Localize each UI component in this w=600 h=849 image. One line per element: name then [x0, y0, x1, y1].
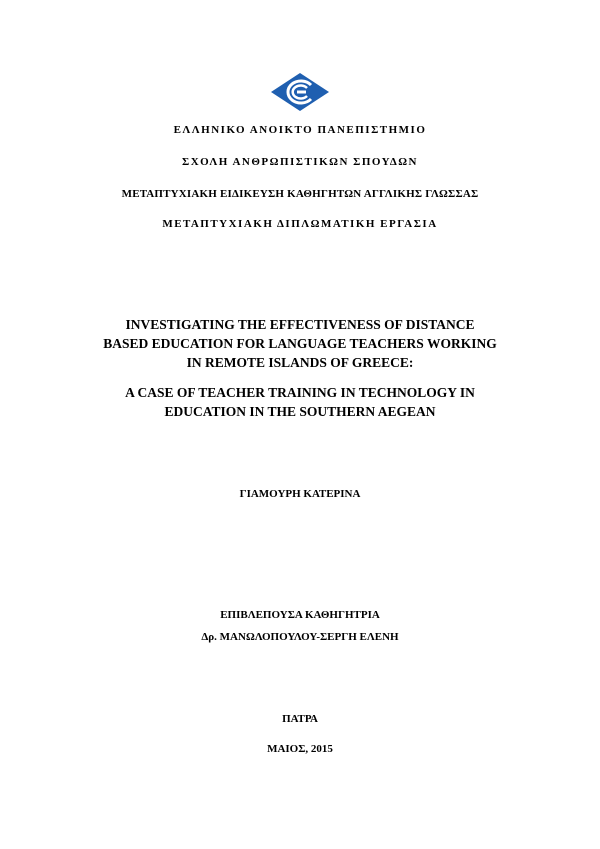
- place: ΠΑΤΡΑ: [282, 713, 318, 725]
- thesis-subtitle-line-1: A CASE OF TEACHER TRAINING IN TECHNOLOGY IN: [125, 385, 475, 400]
- university-name: ΕΛΛΗΝΙΚΟ ΑΝΟΙΚΤΟ ΠΑΝΕΠΙΣΤΗΜΙΟ: [173, 124, 427, 136]
- thesis-subtitle-line-2: EDUCATION IN THE SOUTHERN AEGEAN: [164, 404, 436, 419]
- thesis-title-line-2: BASED EDUCATION FOR LANGUAGE TEACHERS WORKING: [103, 336, 497, 351]
- university-logo-icon: [270, 72, 330, 112]
- date: ΜΑΙΟΣ, 2015: [267, 743, 333, 755]
- document-type: ΜΕΤΑΠΤΥΧΙΑΚΗ ΔΙΠΛΩΜΑΤΙΚΗ ΕΡΓΑΣΙΑ: [162, 218, 438, 230]
- supervisor-name: Δρ. ΜΑΝΩΛΟΠΟΥΛΟΥ-ΣΕΡΓΗ ΕΛΕΝΗ: [201, 631, 399, 643]
- school-name: ΣΧΟΛΗ ΑΝΘΡΩΠΙΣΤΙΚΩΝ ΣΠΟΥΔΩΝ: [182, 156, 418, 168]
- thesis-title-line-3: IN REMOTE ISLANDS OF GREECE:: [186, 355, 414, 370]
- program-name: ΜΕΤΑΠΤΥΧΙΑΚΗ ΕΙΔΙΚΕΥΣΗ ΚΑΘΗΓΗΤΩΝ ΑΓΓΛΙΚΗΣ ΓΛΩΣΣΑΣ: [121, 188, 479, 200]
- thesis-title-line-1: INVESTIGATING THE EFFECTIVENESS OF DISTANCE: [125, 317, 475, 332]
- author-name: ΓΙΑΜΟΥΡΗ ΚΑΤΕΡΙΝΑ: [239, 488, 361, 500]
- supervisor-label: ΕΠΙΒΛΕΠΟΥΣΑ ΚΑΘΗΓΗΤΡΙΑ: [220, 609, 380, 621]
